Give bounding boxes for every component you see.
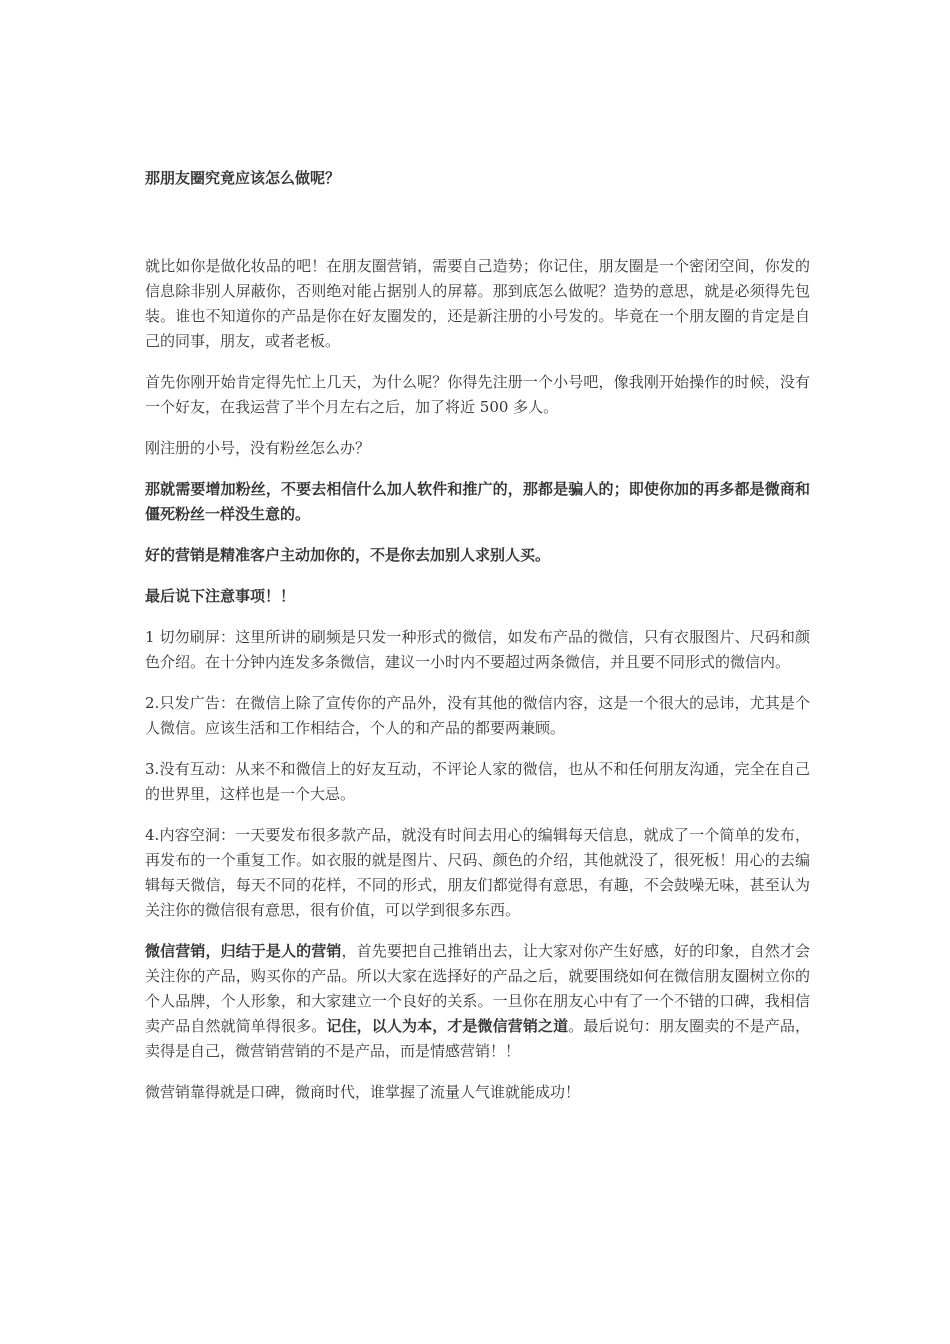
summary-bold-2: 记住，以人为本，才是微信营销之道 bbox=[326, 1017, 569, 1035]
paragraph-closing: 微营销靠得就是口碑，微商时代，谁掌握了流量人气谁就能成功！ bbox=[145, 1083, 581, 1101]
paragraph-note-2: 2.只发广告：在微信上除了宣传你的产品外，没有其他的微信内容，这是一个很大的忌讳，尤其是个人微信。应该生活和工作相结合，个人的和产品的都要两兼顾。 bbox=[145, 694, 810, 737]
paragraph-notes-heading: 最后说下注意事项！！ bbox=[145, 587, 296, 605]
paragraph-note-1: 1 切勿刷屏：这里所讲的刷频是只发一种形式的微信，如发布产品的微信，只有衣服图片、尺码和颜色介绍。在十分钟内连发多条微信，建议一小时内不要超过两条微信，并且要不同形式的微信内。 bbox=[145, 628, 810, 671]
paragraph-add-fans: 那就需要增加粉丝，不要去相信什么加人软件和推广的，那都是骗人的；即使你加的再多都是微商和僵死粉丝一样没生意的。 bbox=[145, 480, 810, 523]
paragraph-intro: 就比如你是做化妆品的吧！在朋友圈营销，需要自己造势；你记住，朋友圈是一个密闭空间，你发的信息除非别人屏蔽你，否则绝对能占据别人的屏幕。那到底怎么做呢？造势的意思，就是必须得先包装。谁也不知道你的产品是你在好友圈发的，还是新注册的小号发的。毕竟在一个朋友圈的肯定是自己的同事，朋友，或者老板。 bbox=[145, 257, 810, 350]
document-body bbox=[145, 166, 810, 1121]
paragraph-good-marketing: 好的营销是精准客户主动加你的，不是你去加别人求别人买。 bbox=[145, 546, 551, 564]
document-title: 那朋友圈究竟应该怎么做呢？ bbox=[145, 169, 341, 187]
summary-bold-1: 微信营销，归结于是人的营销 bbox=[145, 942, 342, 960]
paragraph-note-4: 4.内容空洞：一天要发布很多款产品，就没有时间去用心的编辑每天信息，就成了一个简单的发布，再发布的一个重复工作。如衣服的就是图片、尺码、颜色的介绍，其他就没了，很死板！用心的去编辑每天微信，每天不同的花样，不同的形式，朋友们都觉得有意思，有趣，不会鼓噪无味，甚至认为关注你的微信很有意思，很有价值，可以学到很多东西。 bbox=[145, 826, 810, 919]
summary-text-2: 。最后说句：朋友圈卖的不是产品，卖得是自己，微营销营销的不是产品，而是情感营销！！ bbox=[145, 1017, 810, 1060]
paragraph-question: 刚注册的小号，没有粉丝怎么办？ bbox=[145, 439, 371, 457]
paragraph-note-3: 3.没有互动：从来不和微信上的好友互动，不评论人家的微信，也从不和任何朋友沟通，完全在自己的世界里，这样也是一个大忌。 bbox=[145, 760, 810, 803]
summary-text-1: ，首先要把自己推销出去，让大家对你产生好感，好的印象，自然才会关注你的产品，购买你的产品。所以大家在选择好的产品之后，就要围绕如何在微信朋友圈树立你的个人品牌，个人形象，和大家建立一个良好的关系。一旦你在朋友心中有了一个不错的口碑，我相信卖产品自然就简单得很多。 bbox=[145, 942, 810, 1035]
paragraph-summary bbox=[145, 939, 810, 1064]
paragraph-first-steps: 首先你刚开始肯定得先忙上几天，为什么呢？你得先注册一个小号吧，像我刚开始操作的时候，没有一个好友，在我运营了半个月左右之后，加了将近 500 多人。 bbox=[145, 373, 810, 416]
